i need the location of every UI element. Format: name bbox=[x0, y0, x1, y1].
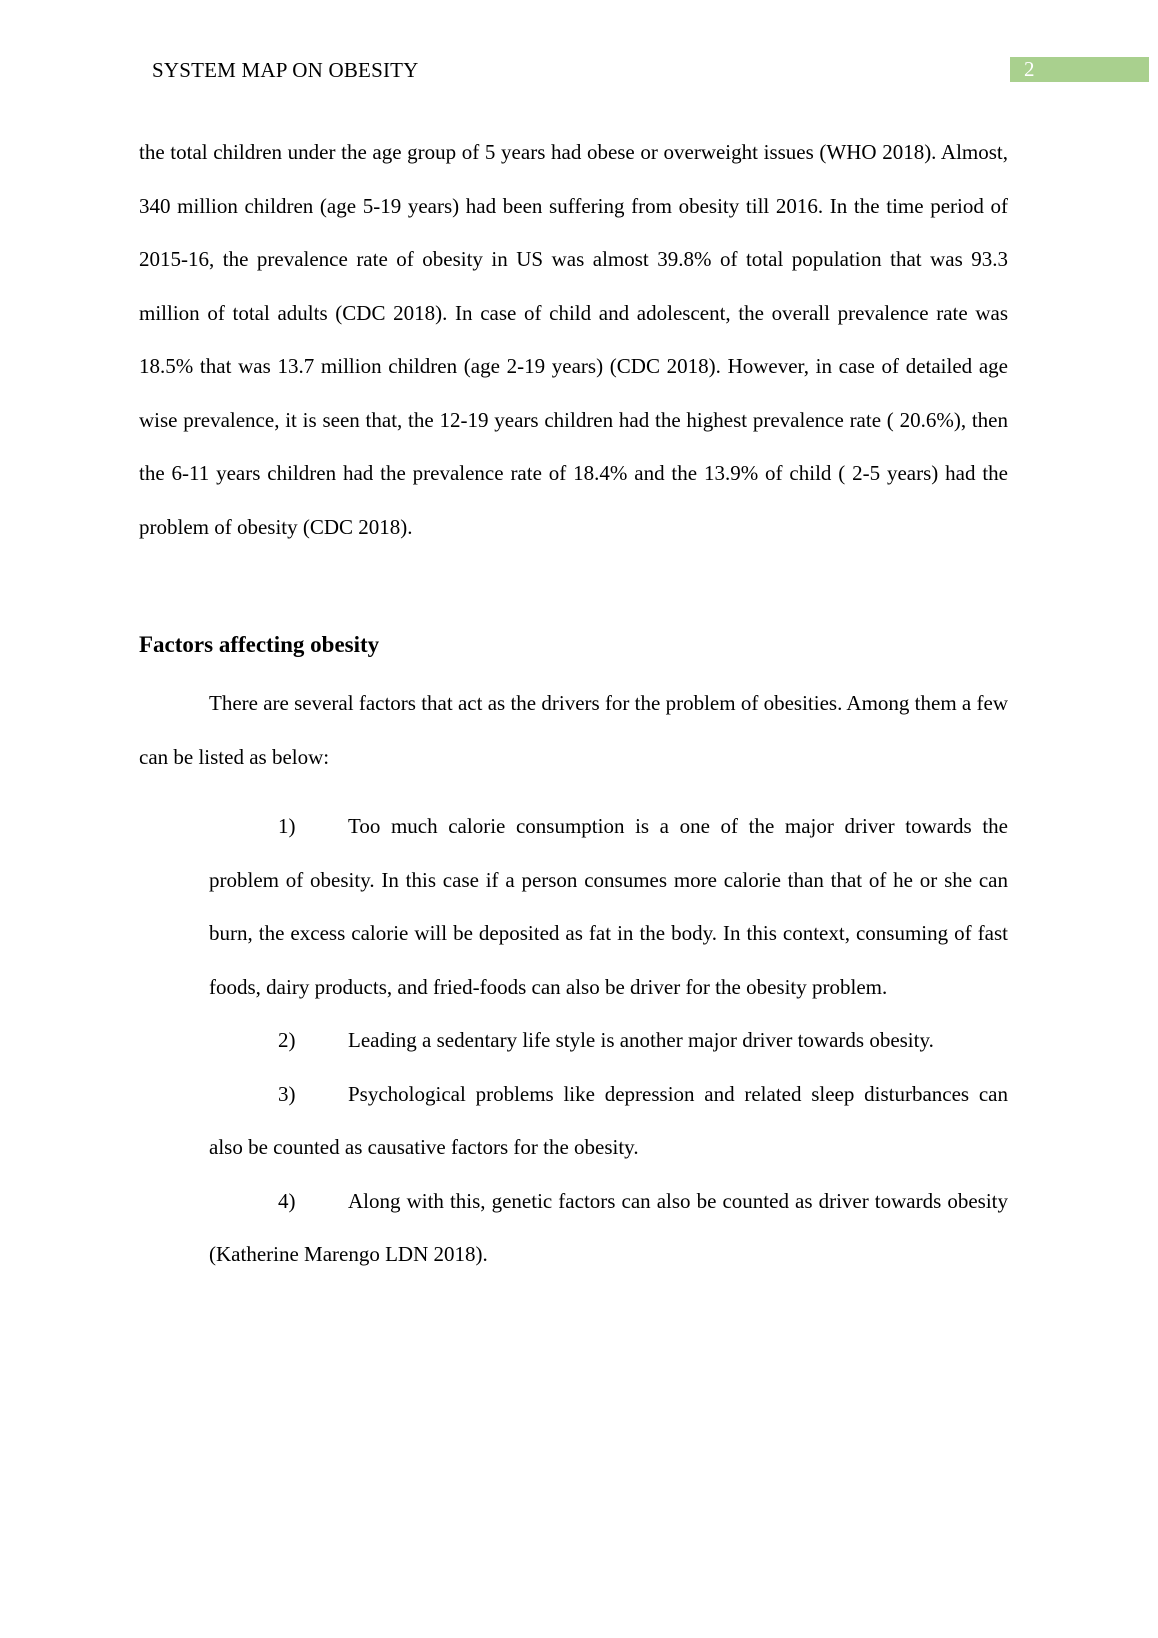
list-item bbox=[209, 1175, 1008, 1282]
list-item bbox=[209, 1014, 1008, 1068]
section-heading: Factors affecting obesity bbox=[139, 632, 380, 657]
list-item-text: Leading a sedentary life style is another major driver towards obesity. bbox=[348, 1028, 934, 1052]
page-number-bar bbox=[1010, 57, 1149, 82]
running-head: SYSTEM MAP ON OBESITY bbox=[152, 58, 419, 82]
list-item-number: 4) bbox=[278, 1188, 296, 1213]
list-item bbox=[209, 1068, 1008, 1175]
list-item-number: 2) bbox=[278, 1028, 296, 1052]
page-number: 2 bbox=[1024, 57, 1035, 81]
list-item-number: 3) bbox=[278, 1081, 296, 1106]
factors-intro-paragraph: There are several factors that act as the drivers for the problem of obesities. Among them a few can be listed as below: bbox=[139, 691, 1008, 769]
list-item bbox=[209, 800, 1008, 1014]
list-item-number: 1) bbox=[278, 814, 296, 838]
list-item-text: Psychological problems like depression and related sleep disturbances can also be counted as causative factors for the obesity. bbox=[209, 1081, 1008, 1159]
factors-list bbox=[209, 800, 1008, 1282]
list-item-text: Along with this, genetic factors can also be counted as driver towards obesity (Katherine Marengo LDN 2018). bbox=[209, 1188, 1008, 1266]
intro-paragraph: the total children under the age group of 5 years had obese or overweight issues (WHO 2018). Almost, 340 million children (age 5-19 years) had been suffering from obesity till 2016. In the time period of 2015-16, the prevalence rate of obesity in US was almost 39.8% of total population that was 93.3 million of total adults (CDC 2018). In case of child and adolescent, the overall prevalence rate was 18.5% that was 13.7 million children (age 2-19 years) (CDC 2018). However, in case of detailed age wise prevalence, it is seen that, the 12-19 years children had the highest prevalence rate ( 20.6%), then the 6-11 years children had the prevalence rate of 18.4% and the 13.9% of child ( 2-5 years) had the problem of obesity (CDC 2018). bbox=[139, 140, 1008, 539]
list-item-text: Too much calorie consumption is a one of the major driver towards the problem of obesity. In this case if a person consumes more calorie than that of he or she can burn, the excess calorie will be deposited as fat in the body. In this context, consuming of fast foods, dairy products, and fried-foods can also be driver for the obesity problem. bbox=[209, 814, 1008, 999]
